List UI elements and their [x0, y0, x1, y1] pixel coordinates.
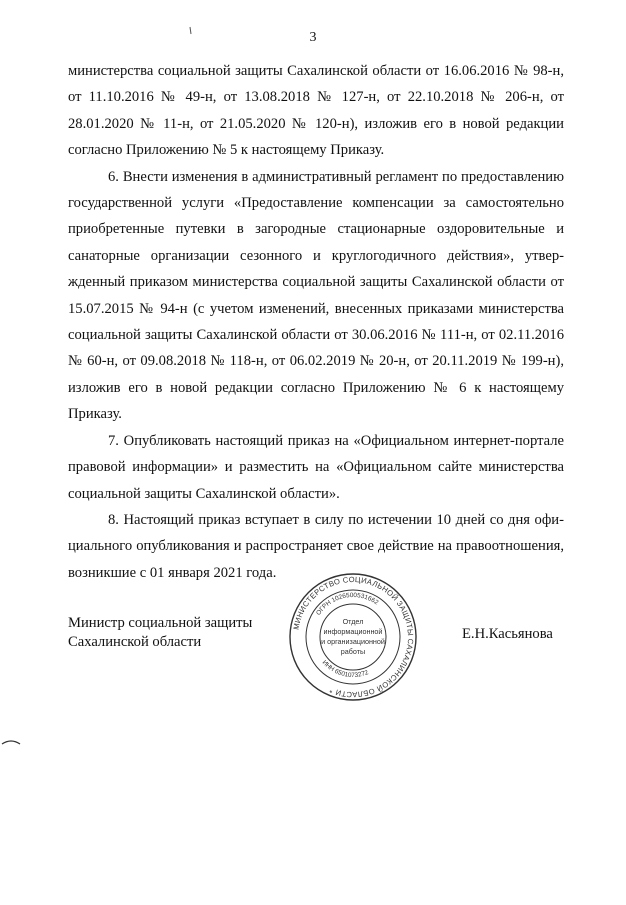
scan-mark	[0, 738, 22, 748]
scan-mark	[186, 26, 194, 36]
stamp-center-line: работы	[340, 647, 366, 656]
stamp-center-line: информационной	[323, 627, 383, 636]
stamp-center-line: Отдел	[342, 617, 364, 626]
paragraph-continuation: министерства социальной защиты Сахалинской области от 16.06.2016 № 98-н, от 11.10.2016 № 49-н, от 13.08.2018 № 127-н, от 22.10.2018 № 206-н, от 28.01.2020 № 11-н, от 21.05.2020 № 120-н), изложив его в новой редакции согласно Приложению № 5 к настоящему Приказу.	[68, 63, 564, 159]
signatory-name: Е.Н.Касьянова	[462, 626, 553, 642]
signatory-title	[68, 614, 252, 652]
signatory-title-line1: Министр социальной защиты	[68, 615, 253, 631]
document-body	[68, 58, 564, 586]
paragraph-7: 7. Опубликовать настоящий приказ на «Официальном интернет-портале правовой информации» и разместить на «Официальном сайте министерства социальной защиты Сахалинской области».	[68, 432, 564, 502]
official-stamp	[286, 570, 420, 704]
stamp-ogrn: ОГРН 1026500531662	[315, 591, 380, 617]
paragraph-6: 6. Внести изменения в административный регламент по предоставлению государственной услуги «Предоставление компенсации за самостоятельно приобретенные путевки в загородные стационарные оздоровительные и санаторные организации сезонного и круглогодичного действия», утвержденный приказом министерства социальной защиты Сахалинской области от 15.07.2015 № 94-н (с учетом изменений, внесенных приказами министерства социальной защиты Сахалинской области от 30.06.2016 № 111-н, от 02.11.2016 № 60-н, от 09.08.2018 № 118-н, от 06.02.2019 № 20-н, от 20.11.2019 № 199-н), изложив его в новой редакции согласно Приложению № 6 к настоящему Приказу.	[68, 168, 564, 423]
stamp-inn: ИНН 6501073272	[320, 659, 370, 680]
stamp-ring-text: МИНИСТЕРСТВО СОЦИАЛЬНОЙ ЗАЩИТЫ САХАЛИНСКОЙ ОБЛАСТИ *	[291, 574, 416, 700]
paragraph-8: 8. Настоящий приказ вступает в силу по истечении 10 дней со дня официального опубликования и распространяет свое действие на правоотношения, возникшие с 01 января 2021 года.	[68, 511, 564, 581]
page-number: 3	[309, 30, 317, 45]
stamp-center-line: и организационной	[321, 637, 385, 646]
signatory-title-line2: Сахалинской области	[68, 634, 202, 650]
